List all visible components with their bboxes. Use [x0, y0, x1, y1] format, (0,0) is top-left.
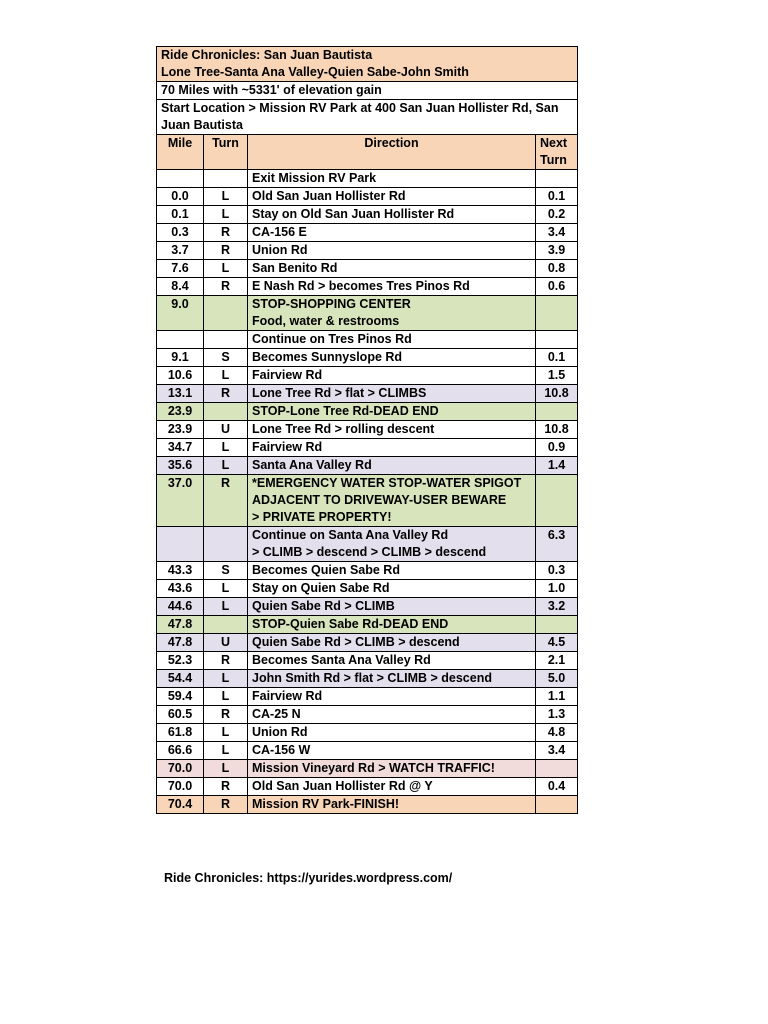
- direction-cell: Quien Sabe Rd > CLIMB: [248, 598, 536, 616]
- mile-cell: 3.7: [157, 242, 204, 260]
- turn-cell: R: [204, 385, 248, 403]
- turn-cell: L: [204, 580, 248, 598]
- cue-row: [157, 598, 578, 616]
- mile-cell: 70.4: [157, 796, 204, 814]
- direction-cell: Fairview Rd: [248, 439, 536, 457]
- mile-cell: [157, 331, 204, 349]
- turn-cell: R: [204, 475, 248, 527]
- direction-cell: Union Rd: [248, 724, 536, 742]
- cue-row: [157, 652, 578, 670]
- cue-row: [157, 170, 578, 188]
- turn-cell: S: [204, 562, 248, 580]
- column-header-row: [157, 135, 578, 170]
- direction-cell: CA-156 E: [248, 224, 536, 242]
- cue-row: [157, 224, 578, 242]
- cue-row: [157, 385, 578, 403]
- cue-row: [157, 242, 578, 260]
- mile-cell: 0.3: [157, 224, 204, 242]
- cue-row: [157, 706, 578, 724]
- turn-cell: L: [204, 688, 248, 706]
- cue-row: [157, 475, 578, 527]
- next-turn-cell: 0.8: [536, 260, 578, 278]
- cue-row: [157, 296, 578, 331]
- cue-row: [157, 616, 578, 634]
- turn-cell: [204, 403, 248, 421]
- next-turn-cell: 0.6: [536, 278, 578, 296]
- mile-cell: 44.6: [157, 598, 204, 616]
- direction-cell: Mission RV Park-FINISH!: [248, 796, 536, 814]
- cue-row: [157, 796, 578, 814]
- start-location-cell: Start Location > Mission RV Park at 400 San Juan Hollister Rd, San Juan Bautista: [157, 100, 578, 135]
- next-turn-cell: [536, 296, 578, 331]
- mile-cell: 70.0: [157, 760, 204, 778]
- direction-cell: Lone Tree Rd > rolling descent: [248, 421, 536, 439]
- next-turn-cell: 10.8: [536, 385, 578, 403]
- mile-cell: 23.9: [157, 421, 204, 439]
- next-turn-cell: 0.9: [536, 439, 578, 457]
- cue-row: [157, 688, 578, 706]
- direction-cell: Becomes Sunnyslope Rd: [248, 349, 536, 367]
- footer-link-text: Ride Chronicles: https://yurides.wordpress.com/: [164, 871, 453, 885]
- mile-cell: 52.3: [157, 652, 204, 670]
- next-turn-cell: 1.0: [536, 580, 578, 598]
- direction-cell: Santa Ana Valley Rd: [248, 457, 536, 475]
- turn-header: Turn: [204, 135, 248, 170]
- next-turn-cell: 0.4: [536, 778, 578, 796]
- cue-sheet-table: [156, 46, 578, 814]
- turn-cell: L: [204, 598, 248, 616]
- mile-cell: 70.0: [157, 778, 204, 796]
- cue-row: [157, 421, 578, 439]
- cue-row: [157, 634, 578, 652]
- cue-row: [157, 278, 578, 296]
- cue-row: [157, 580, 578, 598]
- cue-row: [157, 562, 578, 580]
- mile-cell: 10.6: [157, 367, 204, 385]
- turn-cell: L: [204, 260, 248, 278]
- next-turn-cell: [536, 760, 578, 778]
- turn-cell: R: [204, 796, 248, 814]
- mile-cell: 7.6: [157, 260, 204, 278]
- next-turn-cell: 1.3: [536, 706, 578, 724]
- turn-cell: L: [204, 670, 248, 688]
- distance-row: [157, 82, 578, 100]
- cue-row: [157, 439, 578, 457]
- direction-cell: *EMERGENCY WATER STOP-WATER SPIGOT ADJACENT TO DRIVEWAY-USER BEWARE > PRIVATE PROPERTY!: [248, 475, 536, 527]
- direction-cell: Fairview Rd: [248, 367, 536, 385]
- direction-cell: Quien Sabe Rd > CLIMB > descend: [248, 634, 536, 652]
- cue-row: [157, 527, 578, 562]
- cue-row: [157, 403, 578, 421]
- cue-row: [157, 367, 578, 385]
- mile-cell: 9.1: [157, 349, 204, 367]
- turn-cell: R: [204, 278, 248, 296]
- turn-cell: U: [204, 634, 248, 652]
- direction-cell: Fairview Rd: [248, 688, 536, 706]
- turn-cell: [204, 616, 248, 634]
- cue-row: [157, 457, 578, 475]
- mile-cell: [157, 527, 204, 562]
- direction-cell: Becomes Santa Ana Valley Rd: [248, 652, 536, 670]
- next-turn-cell: 6.3: [536, 527, 578, 562]
- direction-cell: Stay on Old San Juan Hollister Rd: [248, 206, 536, 224]
- start-row: [157, 100, 578, 135]
- next-turn-cell: 3.4: [536, 224, 578, 242]
- cue-row: [157, 742, 578, 760]
- direction-cell: STOP-Quien Sabe Rd-DEAD END: [248, 616, 536, 634]
- mile-cell: 8.4: [157, 278, 204, 296]
- next-turn-cell: 0.1: [536, 188, 578, 206]
- mile-cell: 9.0: [157, 296, 204, 331]
- turn-cell: L: [204, 457, 248, 475]
- direction-cell: Union Rd: [248, 242, 536, 260]
- mile-cell: 43.6: [157, 580, 204, 598]
- direction-cell: Becomes Quien Sabe Rd: [248, 562, 536, 580]
- next-turn-cell: 2.1: [536, 652, 578, 670]
- next-turn-cell: 1.4: [536, 457, 578, 475]
- direction-cell: Old San Juan Hollister Rd @ Y: [248, 778, 536, 796]
- direction-cell: Exit Mission RV Park: [248, 170, 536, 188]
- turn-cell: [204, 331, 248, 349]
- cue-row: [157, 206, 578, 224]
- direction-cell: Stay on Quien Sabe Rd: [248, 580, 536, 598]
- mile-cell: 0.1: [157, 206, 204, 224]
- cue-row: [157, 778, 578, 796]
- direction-cell: Old San Juan Hollister Rd: [248, 188, 536, 206]
- turn-cell: [204, 296, 248, 331]
- direction-cell: STOP-SHOPPING CENTER Food, water & restrooms: [248, 296, 536, 331]
- direction-cell: Lone Tree Rd > flat > CLIMBS: [248, 385, 536, 403]
- route-name: Lone Tree-Santa Ana Valley-Quien Sabe-John Smith: [161, 65, 469, 79]
- direction-cell: CA-156 W: [248, 742, 536, 760]
- turn-cell: L: [204, 188, 248, 206]
- direction-cell: San Benito Rd: [248, 260, 536, 278]
- direction-cell: Mission Vineyard Rd > WATCH TRAFFIC!: [248, 760, 536, 778]
- turn-cell: R: [204, 224, 248, 242]
- next-turn-cell: [536, 616, 578, 634]
- turn-cell: [204, 170, 248, 188]
- next-turn-cell: 0.1: [536, 349, 578, 367]
- next-turn-cell: 4.5: [536, 634, 578, 652]
- direction-cell: STOP-Lone Tree Rd-DEAD END: [248, 403, 536, 421]
- mile-cell: [157, 170, 204, 188]
- direction-cell: Continue on Tres Pinos Rd: [248, 331, 536, 349]
- next-turn-cell: 0.2: [536, 206, 578, 224]
- cue-row: [157, 760, 578, 778]
- next-turn-cell: [536, 403, 578, 421]
- mile-cell: 35.6: [157, 457, 204, 475]
- title-row: [157, 47, 578, 82]
- next-turn-cell: [536, 796, 578, 814]
- next-turn-header: Next Turn: [536, 135, 578, 170]
- next-turn-cell: 5.0: [536, 670, 578, 688]
- turn-cell: L: [204, 206, 248, 224]
- mile-cell: 37.0: [157, 475, 204, 527]
- cue-rows: [157, 170, 578, 814]
- turn-cell: S: [204, 349, 248, 367]
- turn-cell: L: [204, 367, 248, 385]
- next-turn-cell: 10.8: [536, 421, 578, 439]
- cue-row: [157, 188, 578, 206]
- mile-cell: 23.9: [157, 403, 204, 421]
- turn-cell: L: [204, 724, 248, 742]
- cue-row: [157, 331, 578, 349]
- turn-cell: L: [204, 760, 248, 778]
- mile-cell: 47.8: [157, 616, 204, 634]
- direction-header: Direction: [248, 135, 536, 170]
- next-turn-cell: 3.4: [536, 742, 578, 760]
- cue-row: [157, 724, 578, 742]
- mile-cell: 66.6: [157, 742, 204, 760]
- next-turn-cell: 0.3: [536, 562, 578, 580]
- next-turn-cell: [536, 170, 578, 188]
- turn-cell: L: [204, 742, 248, 760]
- next-turn-cell: [536, 331, 578, 349]
- mile-cell: 54.4: [157, 670, 204, 688]
- title-cell: [157, 47, 578, 82]
- turn-cell: R: [204, 778, 248, 796]
- ride-title: Ride Chronicles: San Juan Bautista: [161, 48, 373, 62]
- direction-cell: Continue on Santa Ana Valley Rd > CLIMB > descend > CLIMB > descend: [248, 527, 536, 562]
- mile-cell: 59.4: [157, 688, 204, 706]
- next-turn-cell: [536, 475, 578, 527]
- direction-cell: John Smith Rd > flat > CLIMB > descend: [248, 670, 536, 688]
- turn-cell: L: [204, 439, 248, 457]
- mile-cell: 47.8: [157, 634, 204, 652]
- turn-cell: U: [204, 421, 248, 439]
- mile-cell: 0.0: [157, 188, 204, 206]
- direction-cell: CA-25 N: [248, 706, 536, 724]
- mile-cell: 43.3: [157, 562, 204, 580]
- next-turn-cell: 1.1: [536, 688, 578, 706]
- mile-cell: 60.5: [157, 706, 204, 724]
- next-turn-cell: 3.9: [536, 242, 578, 260]
- cue-row: [157, 260, 578, 278]
- mile-cell: 61.8: [157, 724, 204, 742]
- direction-cell: E Nash Rd > becomes Tres Pinos Rd: [248, 278, 536, 296]
- mile-cell: 13.1: [157, 385, 204, 403]
- turn-cell: R: [204, 652, 248, 670]
- turn-cell: R: [204, 706, 248, 724]
- next-turn-cell: 4.8: [536, 724, 578, 742]
- mile-header: Mile: [157, 135, 204, 170]
- turn-cell: R: [204, 242, 248, 260]
- cue-row: [157, 349, 578, 367]
- next-turn-cell: 1.5: [536, 367, 578, 385]
- mile-cell: 34.7: [157, 439, 204, 457]
- next-turn-cell: 3.2: [536, 598, 578, 616]
- distance-cell: 70 Miles with ~5331' of elevation gain: [157, 82, 578, 100]
- cue-row: [157, 670, 578, 688]
- turn-cell: [204, 527, 248, 562]
